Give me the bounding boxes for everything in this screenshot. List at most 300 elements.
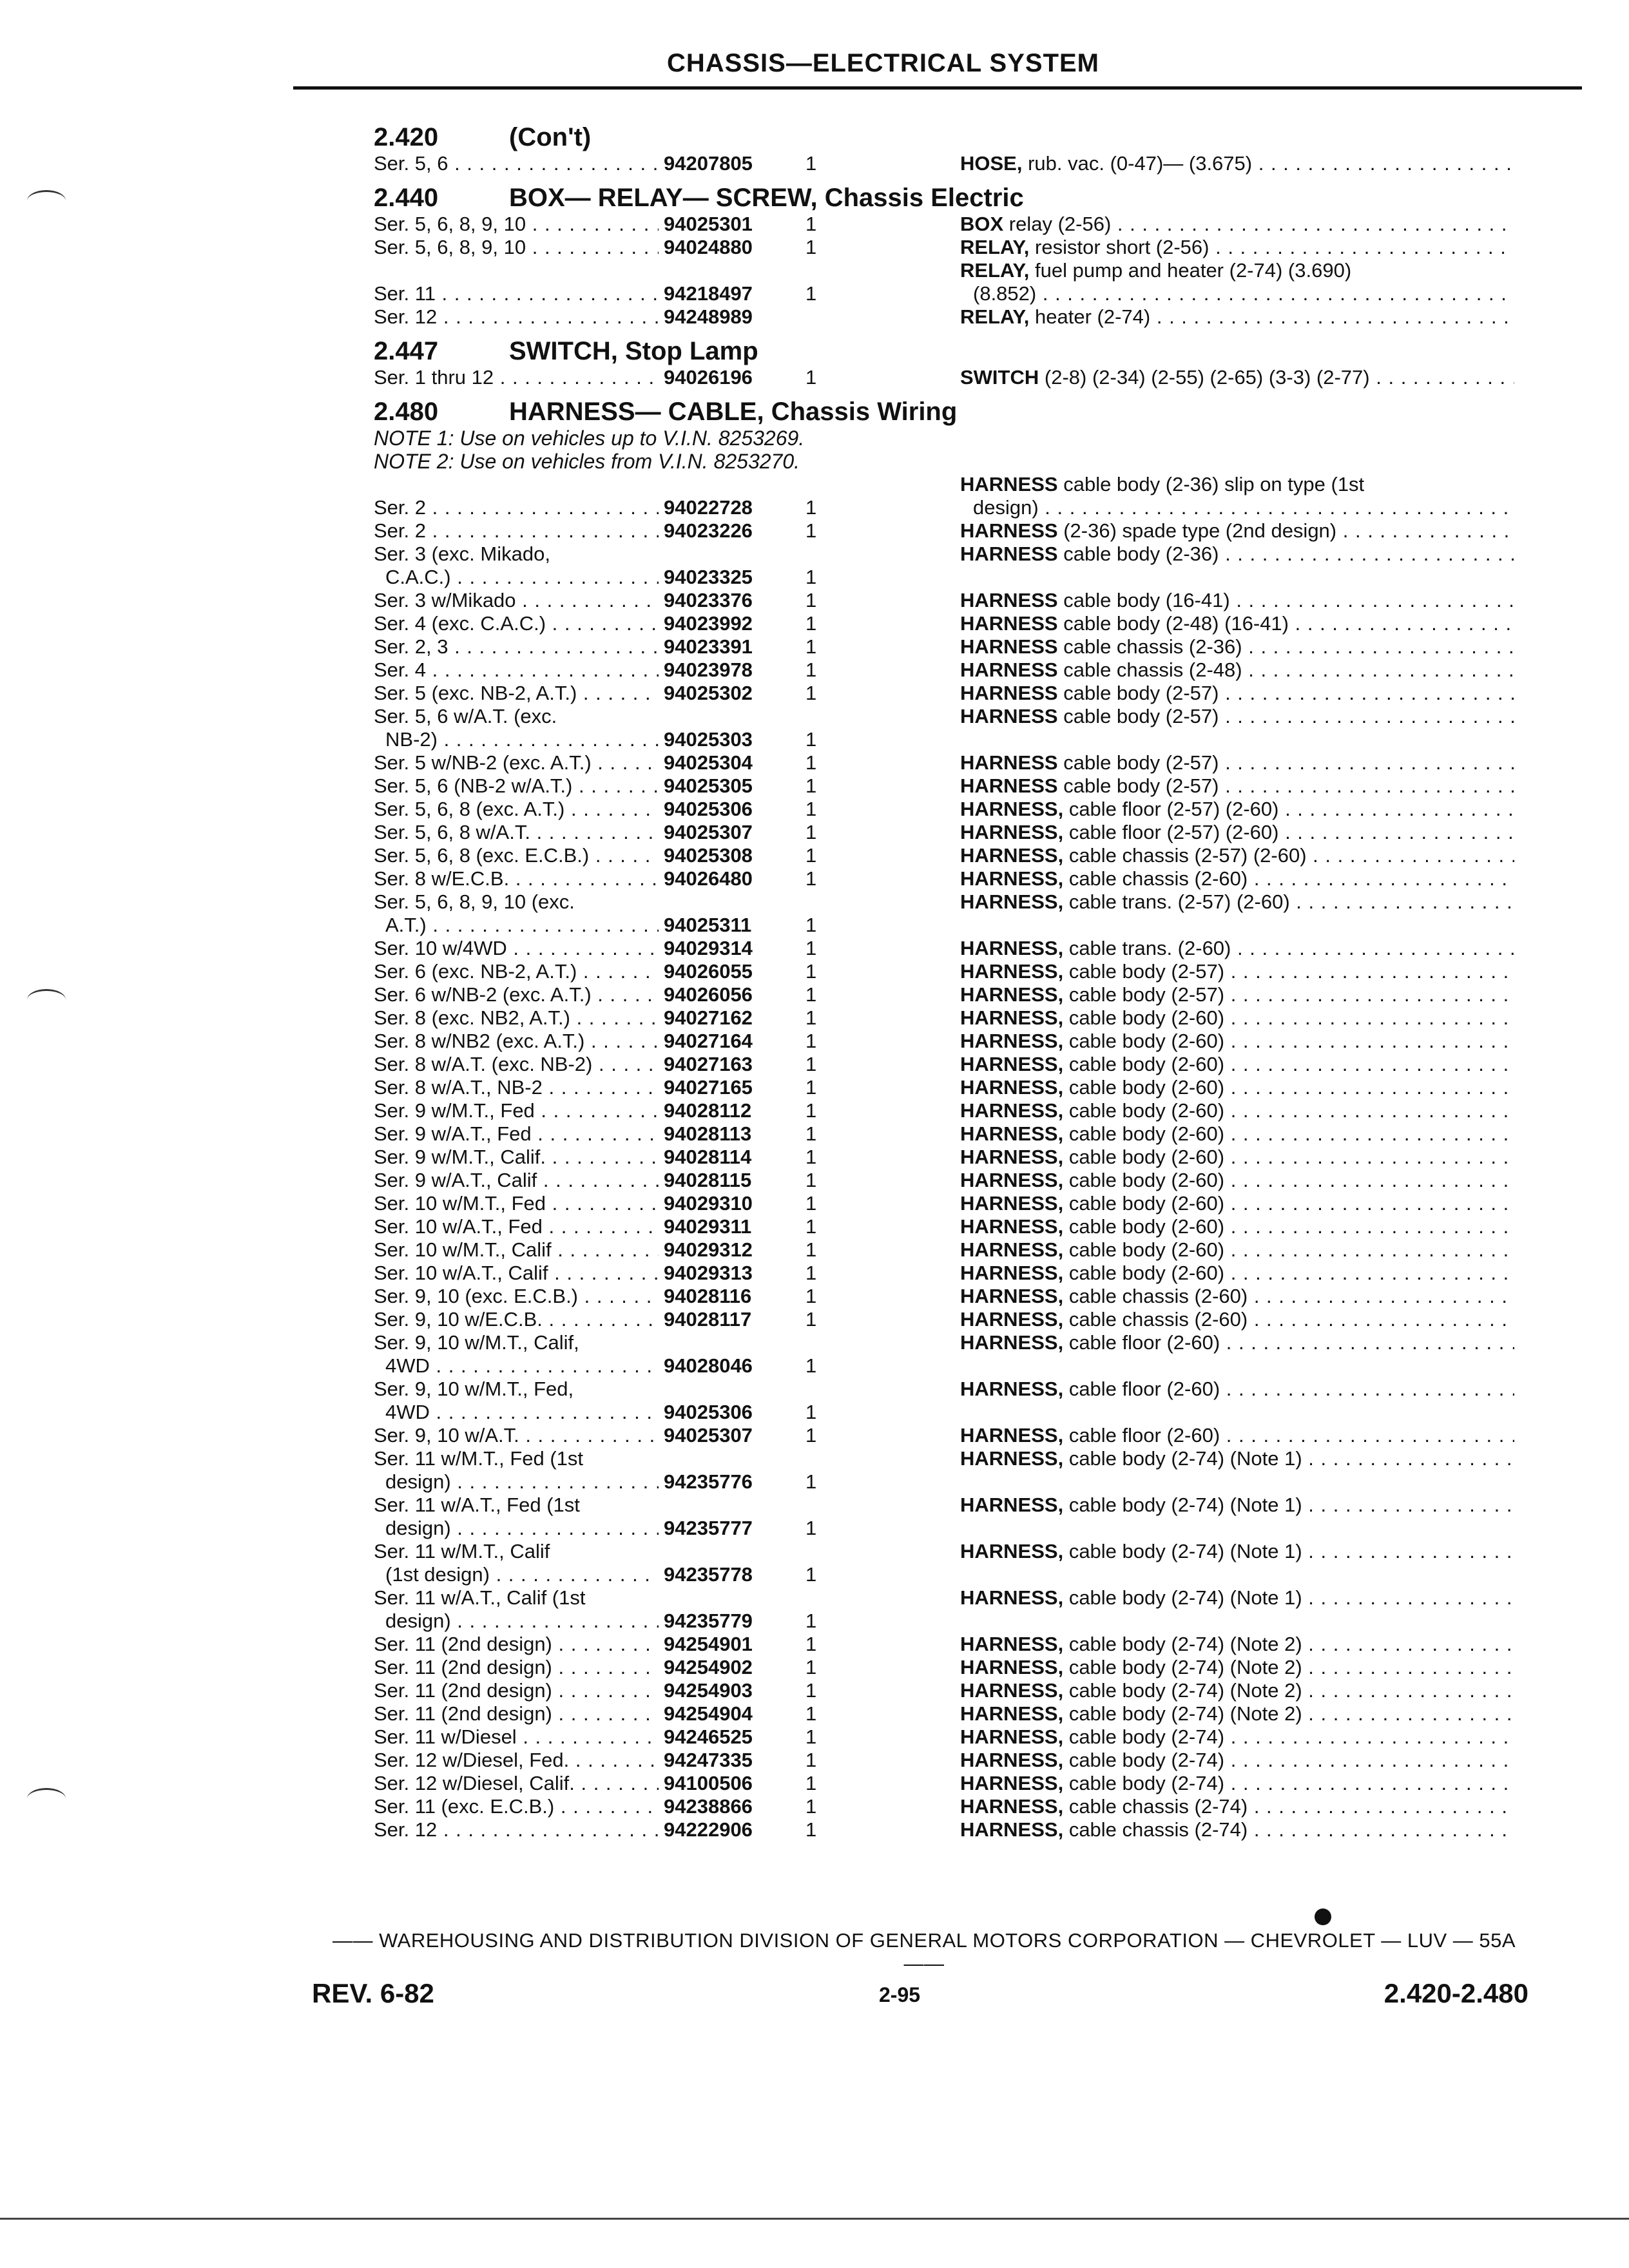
description-text: resistor short (2-56) bbox=[1029, 236, 1210, 258]
part-description bbox=[960, 213, 1514, 236]
part-number: 94235777 bbox=[664, 1517, 753, 1539]
description-keyword: HOSE, bbox=[960, 152, 1023, 175]
part-row bbox=[374, 213, 1521, 236]
series-text: Ser. 11 w/M.T., Fed (1st bbox=[374, 1447, 584, 1470]
series-text: Ser. 5, 6, 8 w/A.T. bbox=[374, 821, 530, 843]
section-heading bbox=[374, 329, 1521, 366]
part-description bbox=[960, 519, 1514, 543]
part-number: 94028114 bbox=[664, 1146, 752, 1168]
part-number: 94247335 bbox=[664, 1749, 753, 1771]
description-text: cable floor (2-60) bbox=[1063, 1378, 1220, 1400]
series-text: design) bbox=[385, 1610, 451, 1632]
description-keyword: HARNESS, bbox=[960, 867, 1064, 890]
series-text: Ser. 11 (2nd design) bbox=[374, 1702, 552, 1725]
part-number: 94027165 bbox=[664, 1076, 753, 1099]
quantity: 1 bbox=[805, 635, 817, 658]
part-description bbox=[960, 1076, 1514, 1099]
series-text: Ser. 4 bbox=[374, 658, 426, 681]
part-description bbox=[960, 1215, 1514, 1238]
description-text: (8.852) bbox=[973, 282, 1037, 305]
part-description bbox=[960, 1424, 1514, 1447]
part-description bbox=[960, 658, 1514, 682]
quantity: 1 bbox=[805, 566, 817, 588]
description-keyword: HARNESS bbox=[960, 473, 1058, 495]
part-number: 94207805 bbox=[664, 152, 753, 175]
part-number: 94025307 bbox=[664, 1424, 753, 1446]
series-text: 4WD bbox=[385, 1401, 430, 1423]
series-text: Ser. 6 w/NB-2 (exc. A.T.) bbox=[374, 983, 592, 1006]
page-number: 2-95 bbox=[879, 1983, 921, 2006]
part-number: 94029312 bbox=[664, 1238, 753, 1261]
part-description bbox=[960, 259, 1514, 305]
series-text: design) bbox=[385, 1470, 451, 1493]
series-text: Ser. 11 (exc. E.C.B.) bbox=[374, 1795, 555, 1818]
quantity: 1 bbox=[805, 1401, 817, 1423]
part-row bbox=[374, 937, 1521, 960]
part-row bbox=[374, 682, 1521, 705]
quantity: 1 bbox=[805, 1238, 817, 1261]
description-text: cable body (2-60) bbox=[1063, 1262, 1225, 1284]
quantity: 1 bbox=[805, 1006, 817, 1029]
revision-date: REV. 6-82 bbox=[312, 1978, 434, 2008]
series-application bbox=[374, 1447, 659, 1470]
part-number: 94025305 bbox=[664, 774, 753, 797]
part-row bbox=[374, 774, 1521, 798]
part-row bbox=[374, 473, 1521, 519]
description-keyword: HARNESS, bbox=[960, 1053, 1064, 1075]
description-keyword: HARNESS, bbox=[960, 1494, 1064, 1516]
quantity: 1 bbox=[805, 152, 817, 175]
part-description bbox=[960, 774, 1514, 798]
quantity: 1 bbox=[805, 589, 817, 611]
series-text: Ser. 11 (2nd design) bbox=[374, 1679, 552, 1702]
series-application bbox=[374, 1818, 659, 1841]
series-text: Ser. 3 (exc. Mikado, bbox=[374, 543, 550, 565]
part-number: 94024880 bbox=[664, 236, 753, 258]
description-keyword: HARNESS, bbox=[960, 1586, 1064, 1609]
series-text: Ser. 2, 3 bbox=[374, 635, 448, 658]
part-number: 94023226 bbox=[664, 519, 753, 542]
part-description bbox=[960, 1331, 1514, 1354]
part-description bbox=[960, 1053, 1514, 1076]
series-application bbox=[374, 798, 659, 821]
part-row bbox=[374, 1633, 1521, 1656]
quantity: 1 bbox=[805, 1285, 817, 1307]
description-text: cable body (2-57) bbox=[1057, 774, 1219, 797]
part-description bbox=[960, 798, 1514, 821]
description-keyword: HARNESS, bbox=[960, 1099, 1064, 1122]
quantity: 1 bbox=[805, 1702, 817, 1725]
part-description bbox=[960, 1308, 1514, 1331]
part-row bbox=[374, 821, 1521, 844]
part-row bbox=[374, 1169, 1521, 1192]
part-number: 94248989 bbox=[664, 305, 753, 328]
series-application bbox=[374, 1702, 659, 1725]
description-keyword: HARNESS bbox=[960, 589, 1058, 611]
series-text: Ser. 5, 6, 8 (exc. E.C.B.) bbox=[374, 844, 590, 867]
description-text: cable body (2-60) bbox=[1063, 1030, 1225, 1052]
quantity: 1 bbox=[805, 1169, 817, 1191]
part-number: 94026196 bbox=[664, 366, 753, 389]
series-application bbox=[374, 1122, 659, 1146]
part-number: 94029314 bbox=[664, 937, 753, 959]
part-row bbox=[374, 1772, 1521, 1795]
part-number: 94023376 bbox=[664, 589, 753, 611]
description-text: cable trans. (2-60) bbox=[1063, 937, 1231, 959]
quantity: 1 bbox=[805, 1795, 817, 1818]
quantity: 1 bbox=[805, 937, 817, 959]
series-text: Ser. 5 (exc. NB-2, A.T.) bbox=[374, 682, 577, 704]
description-keyword: HARNESS, bbox=[960, 821, 1064, 843]
part-description bbox=[960, 751, 1514, 774]
series-text: Ser. 11 w/A.T., Fed (1st bbox=[374, 1494, 580, 1516]
quantity: 1 bbox=[805, 867, 817, 890]
part-row bbox=[374, 960, 1521, 983]
part-row bbox=[374, 1331, 1521, 1378]
section-number: 2.440 bbox=[374, 184, 439, 212]
quantity: 1 bbox=[805, 1749, 817, 1771]
series-application bbox=[374, 1470, 659, 1494]
series-application bbox=[374, 1146, 659, 1169]
series-application bbox=[374, 821, 659, 844]
part-row bbox=[374, 1749, 1521, 1772]
part-number: 94100506 bbox=[664, 1772, 753, 1794]
part-row bbox=[374, 867, 1521, 890]
series-application bbox=[374, 1238, 659, 1262]
series-text: Ser. 12 w/Diesel, Calif. bbox=[374, 1772, 575, 1794]
part-number: 94238866 bbox=[664, 1795, 753, 1818]
series-text: Ser. 5 w/NB-2 (exc. A.T.) bbox=[374, 751, 592, 774]
description-keyword: HARNESS, bbox=[960, 1238, 1064, 1261]
part-description bbox=[960, 612, 1514, 635]
description-text: cable body (2-57) bbox=[1063, 983, 1225, 1006]
quantity: 1 bbox=[805, 798, 817, 820]
part-number: 94246525 bbox=[664, 1725, 753, 1748]
part-number: 94218497 bbox=[664, 282, 753, 305]
series-text: (1st design) bbox=[385, 1563, 490, 1586]
series-text: Ser. 11 w/M.T., Calif bbox=[374, 1540, 550, 1562]
description-text: heater (2-74) bbox=[1029, 305, 1151, 328]
description-keyword: HARNESS, bbox=[960, 1702, 1064, 1725]
part-number: 94023978 bbox=[664, 658, 753, 681]
part-row bbox=[374, 305, 1521, 329]
series-text: Ser. 11 w/A.T., Calif (1st bbox=[374, 1586, 586, 1609]
series-application bbox=[374, 1749, 659, 1772]
part-row bbox=[374, 1447, 1521, 1494]
part-description bbox=[960, 1818, 1514, 1841]
series-application bbox=[374, 1262, 659, 1285]
series-text: Ser. 8 w/A.T., NB-2 bbox=[374, 1076, 543, 1099]
description-keyword: HARNESS, bbox=[960, 1772, 1064, 1794]
series-application bbox=[374, 1424, 659, 1447]
part-row bbox=[374, 259, 1521, 305]
description-keyword: RELAY, bbox=[960, 259, 1030, 282]
section-title: HARNESS— CABLE, Chassis Wiring bbox=[509, 398, 958, 426]
part-row bbox=[374, 1238, 1521, 1262]
series-application bbox=[374, 236, 659, 259]
description-keyword: HARNESS bbox=[960, 612, 1058, 635]
description-keyword: HARNESS, bbox=[960, 1169, 1064, 1191]
series-application bbox=[374, 1192, 659, 1215]
part-number: 94025306 bbox=[664, 1401, 753, 1423]
part-row bbox=[374, 1586, 1521, 1633]
description-text: cable body (2-60) bbox=[1063, 1076, 1225, 1099]
description-text: cable floor (2-60) bbox=[1063, 1331, 1220, 1354]
note-text: NOTE 1: Use on vehicles up to V.I.N. 8253269. bbox=[374, 427, 805, 450]
description-text: cable body (2-74) (Note 2) bbox=[1063, 1679, 1302, 1702]
series-text: Ser. 11 bbox=[374, 282, 436, 305]
description-keyword: HARNESS, bbox=[960, 1076, 1064, 1099]
description-text: cable body (2-36) bbox=[1057, 543, 1219, 565]
description-keyword: HARNESS bbox=[960, 774, 1058, 797]
description-text: cable body (2-74) bbox=[1063, 1772, 1225, 1794]
section-number: 2.447 bbox=[374, 337, 439, 365]
part-number: 94254903 bbox=[664, 1679, 753, 1702]
description-text: cable floor (2-57) (2-60) bbox=[1063, 798, 1279, 820]
series-application bbox=[374, 658, 659, 682]
part-number: 94254901 bbox=[664, 1633, 753, 1655]
part-number: 94027163 bbox=[664, 1053, 753, 1075]
part-description bbox=[960, 543, 1514, 566]
series-application bbox=[374, 1030, 659, 1053]
part-description bbox=[960, 1378, 1514, 1401]
series-application bbox=[374, 213, 659, 236]
part-number: 94025311 bbox=[664, 914, 752, 936]
series-application bbox=[374, 1725, 659, 1749]
quantity: 1 bbox=[805, 236, 817, 258]
quantity: 1 bbox=[805, 1122, 817, 1145]
series-text: Ser. 9 w/A.T., Fed bbox=[374, 1122, 532, 1145]
description-text: cable body (2-74) (Note 1) bbox=[1063, 1494, 1302, 1516]
series-application bbox=[374, 1331, 659, 1354]
series-text: Ser. 9, 10 (exc. E.C.B.) bbox=[374, 1285, 579, 1307]
part-number: 94235779 bbox=[664, 1610, 753, 1632]
description-keyword: HARNESS, bbox=[960, 1030, 1064, 1052]
quantity: 1 bbox=[805, 519, 817, 542]
part-number: 94028115 bbox=[664, 1169, 752, 1191]
quantity: 1 bbox=[805, 1517, 817, 1539]
series-text: Ser. 10 w/4WD bbox=[374, 937, 507, 959]
description-text: cable body (2-57) bbox=[1057, 705, 1219, 727]
part-description bbox=[960, 1749, 1514, 1772]
description-keyword: HARNESS, bbox=[960, 1331, 1064, 1354]
description-keyword: HARNESS bbox=[960, 751, 1058, 774]
series-application bbox=[374, 1679, 659, 1702]
section-number: 2.420 bbox=[374, 123, 439, 151]
description-text: cable chassis (2-74) bbox=[1063, 1818, 1248, 1841]
series-text: Ser. 10 w/M.T., Fed bbox=[374, 1192, 546, 1215]
series-text: Ser. 6 (exc. NB-2, A.T.) bbox=[374, 960, 577, 983]
description-keyword: HARNESS, bbox=[960, 1146, 1064, 1168]
description-keyword: HARNESS, bbox=[960, 1308, 1064, 1331]
quantity: 1 bbox=[805, 1633, 817, 1655]
part-description bbox=[960, 1772, 1514, 1795]
part-number: 94026480 bbox=[664, 867, 753, 890]
description-keyword: HARNESS, bbox=[960, 1262, 1064, 1284]
series-text: Ser. 9 w/M.T., Calif. bbox=[374, 1146, 546, 1168]
series-application bbox=[374, 1586, 659, 1610]
part-number: 94028046 bbox=[664, 1354, 753, 1377]
description-text: cable body (16-41) bbox=[1057, 589, 1230, 611]
part-number: 94026055 bbox=[664, 960, 753, 983]
parts-list bbox=[374, 115, 1521, 1841]
part-row bbox=[374, 1076, 1521, 1099]
section-heading bbox=[374, 175, 1521, 213]
description-text: relay (2-56) bbox=[1003, 213, 1112, 235]
series-application bbox=[374, 1517, 659, 1540]
series-text: Ser. 9, 10 w/A.T. bbox=[374, 1424, 519, 1446]
description-text: cable chassis (2-60) bbox=[1063, 1285, 1248, 1307]
part-row bbox=[374, 1818, 1521, 1841]
description-keyword: HARNESS, bbox=[960, 1656, 1064, 1678]
quantity: 1 bbox=[805, 1679, 817, 1702]
quantity: 1 bbox=[805, 1610, 817, 1632]
series-application bbox=[374, 960, 659, 983]
section-title: SWITCH, Stop Lamp bbox=[509, 337, 758, 365]
series-application bbox=[374, 635, 659, 658]
part-number: 94235776 bbox=[664, 1470, 753, 1493]
description-text: cable chassis (2-60) bbox=[1063, 1308, 1248, 1331]
series-text: 4WD bbox=[385, 1354, 430, 1377]
series-application bbox=[374, 1053, 659, 1076]
quantity: 1 bbox=[805, 1424, 817, 1446]
binder-hole-mark bbox=[27, 989, 66, 1010]
quantity: 1 bbox=[805, 1076, 817, 1099]
description-text: fuel pump and heater (2-74) (3.690) bbox=[1029, 259, 1352, 282]
series-text: Ser. 5, 6 w/A.T. (exc. bbox=[374, 705, 557, 727]
part-description bbox=[960, 1679, 1514, 1702]
note-text: NOTE 2: Use on vehicles from V.I.N. 8253270. bbox=[374, 450, 800, 473]
series-application bbox=[374, 1076, 659, 1099]
description-keyword: HARNESS, bbox=[960, 1447, 1064, 1470]
description-text: cable body (2-74) (Note 2) bbox=[1063, 1656, 1302, 1678]
description-text: cable floor (2-57) (2-60) bbox=[1063, 821, 1279, 843]
part-row bbox=[374, 236, 1521, 259]
series-text: Ser. 4 (exc. C.A.C.) bbox=[374, 612, 546, 635]
part-description bbox=[960, 937, 1514, 960]
series-application bbox=[374, 305, 659, 329]
part-row bbox=[374, 844, 1521, 867]
part-description bbox=[960, 1586, 1514, 1610]
part-number: 94023992 bbox=[664, 612, 753, 635]
description-keyword: HARNESS bbox=[960, 705, 1058, 727]
series-application bbox=[374, 1099, 659, 1122]
part-row bbox=[374, 1656, 1521, 1679]
description-keyword: HARNESS, bbox=[960, 937, 1064, 959]
quantity: 1 bbox=[805, 983, 817, 1006]
series-text: design) bbox=[385, 1517, 451, 1539]
part-number: 94028112 bbox=[664, 1099, 752, 1122]
series-application bbox=[374, 890, 659, 914]
page-header bbox=[293, 46, 1582, 90]
section-title: BOX— RELAY— SCREW, Chassis Electric bbox=[509, 184, 1024, 212]
quantity: 1 bbox=[805, 1656, 817, 1678]
part-description bbox=[960, 1006, 1514, 1030]
series-application bbox=[374, 1633, 659, 1656]
description-text: cable body (2-60) bbox=[1063, 1215, 1225, 1238]
description-keyword: BOX bbox=[960, 213, 1004, 235]
quantity: 1 bbox=[805, 1354, 817, 1377]
series-text: Ser. 2 bbox=[374, 519, 426, 542]
description-keyword: HARNESS, bbox=[960, 1192, 1064, 1215]
series-application bbox=[374, 496, 659, 519]
part-number: 94027164 bbox=[664, 1030, 753, 1052]
description-keyword: HARNESS, bbox=[960, 1818, 1064, 1841]
part-description bbox=[960, 682, 1514, 705]
description-text: design) bbox=[973, 496, 1039, 519]
description-keyword: HARNESS, bbox=[960, 1540, 1064, 1562]
quantity: 1 bbox=[805, 1818, 817, 1841]
series-text: Ser. 5, 6 bbox=[374, 152, 448, 175]
part-row bbox=[374, 366, 1521, 389]
part-row bbox=[374, 1053, 1521, 1076]
quantity: 1 bbox=[805, 1262, 817, 1284]
series-text: A.T.) bbox=[385, 914, 427, 936]
series-application bbox=[374, 519, 659, 543]
part-row bbox=[374, 152, 1521, 175]
description-text: cable body (2-60) bbox=[1063, 1238, 1225, 1261]
series-application bbox=[374, 1169, 659, 1192]
description-text: cable body (2-57) bbox=[1057, 751, 1219, 774]
description-text: cable body (2-48) (16-41) bbox=[1057, 612, 1289, 635]
description-text: cable body (2-57) bbox=[1057, 682, 1219, 704]
series-text: Ser. 5, 6, 8, 9, 10 bbox=[374, 236, 526, 258]
section-range: 2.420-2.480 bbox=[1383, 1978, 1528, 2008]
part-row bbox=[374, 1795, 1521, 1818]
series-application bbox=[374, 728, 659, 751]
description-keyword: RELAY, bbox=[960, 236, 1030, 258]
page-title: CHASSIS—ELECTRICAL SYSTEM bbox=[667, 49, 1099, 77]
series-text: Ser. 5, 6, 8, 9, 10 (exc. bbox=[374, 890, 575, 913]
part-description bbox=[960, 1725, 1514, 1749]
part-description bbox=[960, 473, 1514, 519]
description-keyword: HARNESS, bbox=[960, 1725, 1064, 1748]
quantity: 1 bbox=[805, 1146, 817, 1168]
part-row bbox=[374, 890, 1521, 937]
description-keyword: HARNESS, bbox=[960, 1378, 1064, 1400]
revision-marker-icon bbox=[1315, 1908, 1331, 1925]
series-application bbox=[374, 682, 659, 705]
description-text: cable body (2-60) bbox=[1063, 1169, 1225, 1191]
part-row bbox=[374, 1679, 1521, 1702]
part-description bbox=[960, 1099, 1514, 1122]
description-text: cable chassis (2-36) bbox=[1057, 635, 1242, 658]
part-number: 94025306 bbox=[664, 798, 753, 820]
description-text: cable chassis (2-60) bbox=[1063, 867, 1248, 890]
series-text: NB-2) bbox=[385, 728, 438, 751]
quantity: 1 bbox=[805, 1725, 817, 1748]
series-application bbox=[374, 152, 659, 175]
part-number: 94025303 bbox=[664, 728, 753, 751]
series-text: C.A.C.) bbox=[385, 566, 451, 588]
series-application bbox=[374, 1563, 659, 1586]
part-row bbox=[374, 519, 1521, 543]
series-application bbox=[374, 914, 659, 937]
description-text: cable body (2-60) bbox=[1063, 1146, 1225, 1168]
part-row bbox=[374, 1285, 1521, 1308]
description-keyword: HARNESS, bbox=[960, 844, 1064, 867]
description-text: cable body (2-57) bbox=[1063, 960, 1225, 983]
section-title: (Con't) bbox=[509, 123, 592, 151]
description-text: cable body (2-74) (Note 2) bbox=[1063, 1633, 1302, 1655]
description-keyword: HARNESS, bbox=[960, 1633, 1064, 1655]
series-application bbox=[374, 1610, 659, 1633]
part-description bbox=[960, 635, 1514, 658]
description-text: cable chassis (2-74) bbox=[1063, 1795, 1248, 1818]
series-application bbox=[374, 1308, 659, 1331]
description-text: (2-8) (2-34) (2-55) (2-65) (3-3) (2-77) bbox=[1039, 366, 1370, 389]
series-text: Ser. 9, 10 w/M.T., Fed, bbox=[374, 1378, 574, 1400]
